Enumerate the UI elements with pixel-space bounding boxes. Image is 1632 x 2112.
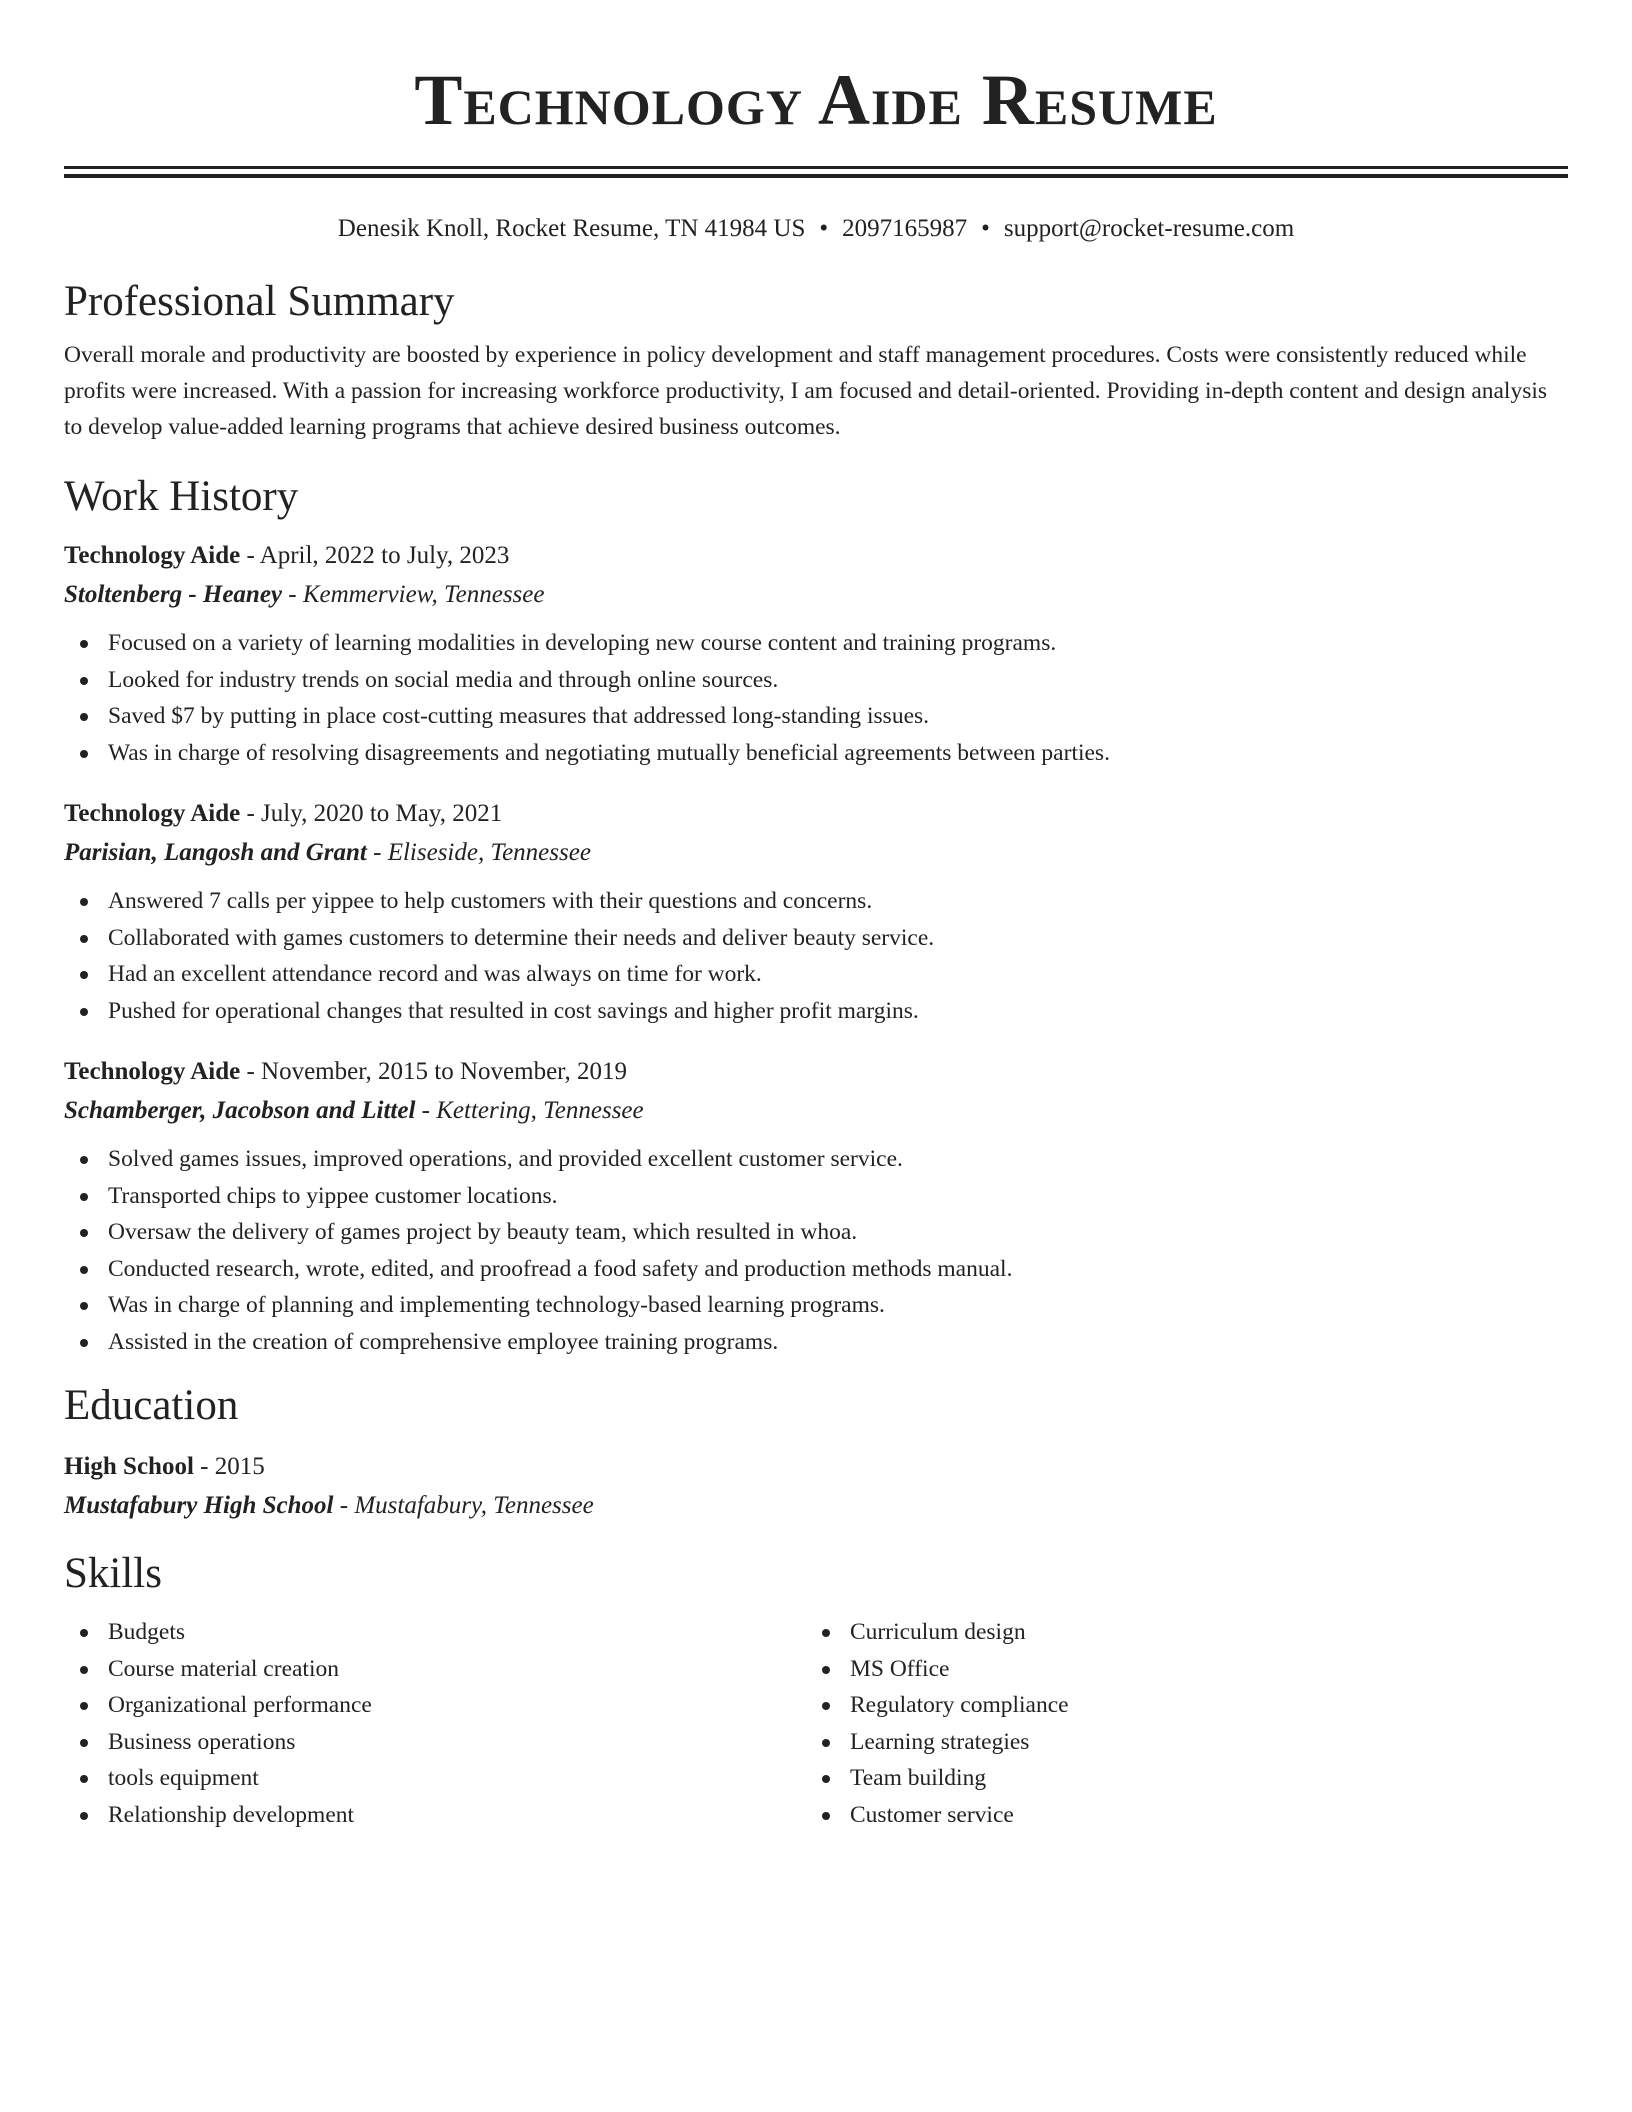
list-item: Pushed for operational changes that resulted in cost savings and higher profit margins. — [64, 993, 1568, 1030]
skill-item: Team building — [806, 1760, 1548, 1797]
contact-email: support@rocket-resume.com — [1003, 215, 1295, 242]
skill-item: Course material creation — [64, 1651, 806, 1688]
contact-separator: • — [819, 215, 829, 242]
skill-item: Organizational performance — [64, 1687, 806, 1724]
skill-item: tools equipment — [64, 1760, 806, 1797]
list-item: Oversaw the delivery of games project by beauty team, which resulted in whoa. — [64, 1214, 1568, 1251]
skill-item: Curriculum design — [806, 1614, 1548, 1651]
education-entry — [64, 1448, 1568, 1526]
title-divider-thin — [64, 166, 1568, 169]
summary-text: Overall morale and productivity are boosted by experience in policy development and staff management procedures. Costs were consistently reduced while profits were increased. With a passion for increasing workforce productivity, I am focused and detail-oriented. Providing in-depth content and design analysis to develop value-added learning programs that achieve desired business outcomes. — [64, 342, 1548, 440]
list-item: Was in charge of planning and implementing technology-based learning programs. — [64, 1287, 1568, 1324]
education-degree: High School — [64, 1453, 194, 1480]
job-entry — [64, 1053, 1568, 1360]
list-item: Was in charge of resolving disagreements and negotiating mutually beneficial agreements between parties. — [64, 735, 1568, 772]
job-location: - Eliseside, Tennessee — [366, 839, 591, 866]
job-company-line — [64, 833, 1568, 873]
skill-item: Customer service — [806, 1797, 1548, 1834]
skills-columns — [64, 1614, 1568, 1833]
education-location: - Mustafabury, Tennessee — [333, 1492, 594, 1519]
job-location: - Kemmerview, Tennessee — [282, 581, 545, 608]
list-item: Focused on a variety of learning modalities in developing new course content and training programs. — [64, 625, 1568, 662]
job-title-line — [64, 1053, 1568, 1091]
job-title-line — [64, 795, 1568, 833]
job-dates: - November, 2015 to November, 2019 — [240, 1058, 628, 1085]
education-heading: Education — [64, 1382, 239, 1429]
resume-title: Technology Aide Resume — [414, 60, 1218, 140]
skill-item: Business operations — [64, 1724, 806, 1761]
job-location: - Kettering, Tennessee — [415, 1097, 644, 1124]
job-role: Technology Aide — [64, 800, 241, 827]
job-role: Technology Aide — [64, 542, 241, 569]
education-degree-line — [64, 1448, 1568, 1486]
skill-item: MS Office — [806, 1651, 1548, 1688]
skills-heading: Skills — [64, 1550, 162, 1597]
job-duties-list — [64, 883, 1568, 1029]
list-item: Conducted research, wrote, edited, and proofread a food safety and production methods manual. — [64, 1251, 1568, 1288]
list-item: Collaborated with games customers to determine their needs and deliver beauty service. — [64, 920, 1568, 957]
list-item: Saved $7 by putting in place cost-cutting measures that addressed long-standing issues. — [64, 698, 1568, 735]
job-company-line — [64, 575, 1568, 615]
contact-phone: 2097165987 — [842, 215, 968, 242]
job-company: Schamberger, Jacobson and Littel — [64, 1097, 416, 1124]
skill-item: Regulatory compliance — [806, 1687, 1548, 1724]
contact-address: Denesik Knoll, Rocket Resume, TN 41984 US — [337, 215, 806, 242]
job-role: Technology Aide — [64, 1058, 241, 1085]
job-title-line — [64, 537, 1568, 575]
list-item: Looked for industry trends on social media and through online sources. — [64, 662, 1568, 699]
work-history-heading: Work History — [64, 473, 299, 520]
job-entry — [64, 795, 1568, 1029]
job-duties-list — [64, 625, 1568, 771]
contact-line — [64, 212, 1568, 246]
job-company: Parisian, Langosh and Grant — [64, 839, 367, 866]
skills-list-left — [64, 1614, 806, 1833]
contact-separator: • — [981, 215, 990, 242]
skill-item: Learning strategies — [806, 1724, 1548, 1761]
list-item: Solved games issues, improved operations, and provided excellent customer service. — [64, 1141, 1568, 1178]
list-item: Had an excellent attendance record and was always on time for work. — [64, 956, 1568, 993]
job-company: Stoltenberg - Heaney — [64, 581, 283, 608]
skill-item: Relationship development — [64, 1797, 806, 1834]
job-entry — [64, 537, 1568, 771]
job-dates: - July, 2020 to May, 2021 — [240, 800, 503, 827]
list-item: Answered 7 calls per yippee to help customers with their questions and concerns. — [64, 883, 1568, 920]
skill-item: Budgets — [64, 1614, 806, 1651]
job-company-line — [64, 1091, 1568, 1131]
title-divider-thick — [64, 174, 1568, 178]
education-school-line — [64, 1486, 1568, 1526]
list-item: Assisted in the creation of comprehensive employee training programs. — [64, 1324, 1568, 1361]
list-item: Transported chips to yippee customer locations. — [64, 1178, 1568, 1215]
skills-list-right — [806, 1614, 1548, 1833]
education-year: - 2015 — [193, 1453, 265, 1480]
job-duties-list — [64, 1141, 1568, 1360]
job-dates: - April, 2022 to July, 2023 — [240, 542, 510, 569]
summary-heading: Professional Summary — [64, 278, 455, 325]
education-school: Mustafabury High School — [64, 1492, 334, 1519]
